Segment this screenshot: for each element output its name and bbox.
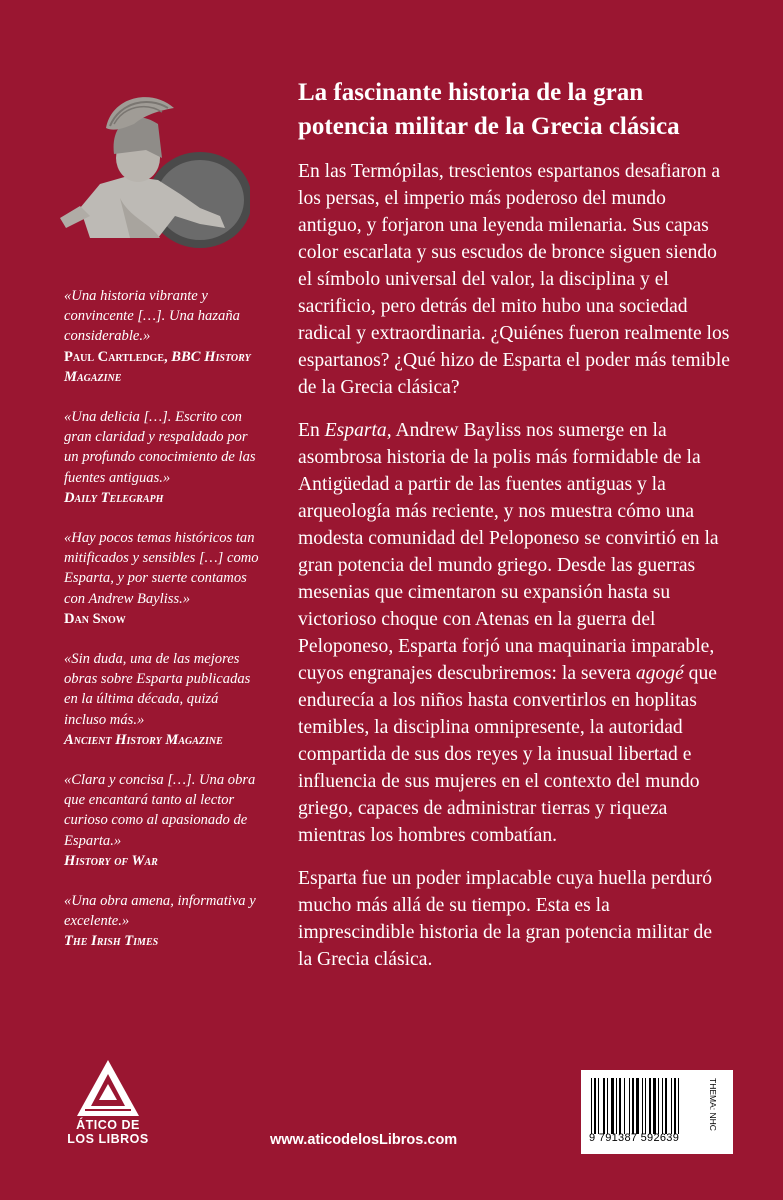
quote-publication: BBC History Magazine (64, 348, 251, 385)
barcode-bar (674, 1078, 676, 1134)
quote-text: «Una historia vibrante y convincente […]. Una hazaña considerable.» (64, 288, 240, 345)
barcode-bar (607, 1078, 608, 1134)
synopsis-paragraph-3: Esparta fue un poder implacable cuya huella perduró mucho más allá de su tiempo. Esta es la imprescindible historia de la gran potencia militar de la Grecia clásica. (298, 868, 713, 970)
quote-source: The Irish Times (64, 933, 159, 950)
publisher-name-line2: LOS LIBROS (67, 1132, 149, 1146)
quote-1 (64, 286, 264, 387)
barcode-bar (598, 1078, 599, 1134)
barcode-bar (594, 1078, 596, 1134)
para2-text-b: que endurecía a los niños hasta convertirlos en hoplitas temibles, la disciplina omnipresente, la autoridad compartida de sus dos reyes y la inusual libertad e influencia de sus mujeres en el contexto del mundo griego, capaces de administrar tierras y riqueza mientras los hombres combatían. (298, 663, 717, 846)
barcode-bar (619, 1078, 621, 1134)
publisher-website: www.aticodelosLibros.com (270, 1132, 458, 1148)
barcode-bar (653, 1078, 656, 1134)
barcode-bar (603, 1078, 605, 1134)
synopsis (298, 76, 730, 989)
para2-intro: En (298, 420, 320, 441)
term-agoge: agogé (635, 663, 684, 684)
quote-source: History of War (64, 852, 158, 869)
barcode-bar (591, 1078, 592, 1134)
thema-code: THEMA: NHC (708, 1078, 718, 1131)
isbn-number: 9 791387 592639 (589, 1132, 680, 1144)
quote-author: Paul Cartledge, (64, 348, 168, 365)
barcode-bar (632, 1078, 634, 1134)
quote-6 (64, 891, 264, 952)
quote-2 (64, 407, 264, 508)
para2-text-a: Andrew Bayliss nos sumerge en la asombrosa historia de la polis más formidable de la Antigüedad a partir de las fuentes antiguas y la arqueología más reciente, y nos muestra cómo una modesta comunidad del Peloponeso se convirtió en la gran potencia del mundo griego. Desde las guerras mesenias que cimentaron su expansión hasta su victorioso choque con Atenas en la guerra del Peloponeso, Esparta forjó una maquinaria imparable, cuyos engranajes descubriremos: la severa (298, 420, 719, 684)
barcode-bar (629, 1078, 630, 1134)
quote-source (64, 609, 264, 629)
barcode-bar (624, 1078, 625, 1134)
quote-source (64, 347, 264, 387)
barcode-bar (645, 1078, 646, 1134)
quote-text: «Sin duda, una de las mejores obras sobre Esparta publicadas en la última década, quizá incluso más.» (64, 651, 251, 728)
synopsis-paragraph-2 (298, 417, 730, 849)
quote-text: «Una delicia […]. Escrito con gran claridad y respaldado por un profundo conocimiento de las fuentes antiguas.» (64, 409, 256, 486)
quote-3 (64, 528, 264, 629)
quote-4 (64, 649, 264, 750)
synopsis-paragraph-1: En las Termópilas, trescientos espartanos desafiaron a los persas, el imperio más poderoso del mundo antiguo, y forjaron una leyenda milenaria. Sus capas color escarlata y sus escudos de bronce siguen siendo el símbolo universal del valor, la disciplina y el sacrificio, pero detrás del mito hubo una sociedad radical y extraordinaria. ¿Quiénes fueron realmente los espartanos? ¿Qué hizo de Esparta el poder más temible de la Grecia clásica? (298, 161, 730, 398)
quote-source: Ancient History Magazine (64, 731, 223, 748)
quote-text: «Hay pocos temas históricos tan mitificados y sensibles […] como Esparta, y por suerte contamos con Andrew Bayliss.» (64, 530, 259, 607)
triangle-logo-icon (75, 1058, 141, 1118)
quote-text: «Clara y concisa […]. Una obra que encantará tanto al lector curioso como al apasionado de Esparta.» (64, 772, 256, 849)
review-quotes (64, 286, 264, 972)
quote-source: Daily Telegraph (64, 489, 164, 506)
publisher-name-line1: ÁTICO DE (76, 1118, 140, 1132)
publisher-logo (58, 1058, 158, 1158)
barcode-bar (616, 1078, 617, 1134)
barcode-bar (611, 1078, 614, 1134)
book-title: Esparta, (324, 420, 392, 441)
barcode-bar (642, 1078, 643, 1134)
barcode-bar (665, 1078, 667, 1134)
quote-5 (64, 770, 264, 871)
headline: La fascinante historia de la gran potencia militar de la Grecia clásica (298, 79, 680, 140)
quote-text: «Una obra amena, informativa y excelente.» (64, 893, 256, 930)
barcode-bar (662, 1078, 663, 1134)
barcode-bar (658, 1078, 659, 1134)
barcode-bar (649, 1078, 651, 1134)
quote-author: Dan Snow (64, 610, 126, 627)
spartan-statue-image (50, 88, 250, 254)
barcode-bars (589, 1078, 701, 1136)
barcode-bar (678, 1078, 679, 1134)
barcode-bar (636, 1078, 639, 1134)
barcode-bar (671, 1078, 672, 1134)
